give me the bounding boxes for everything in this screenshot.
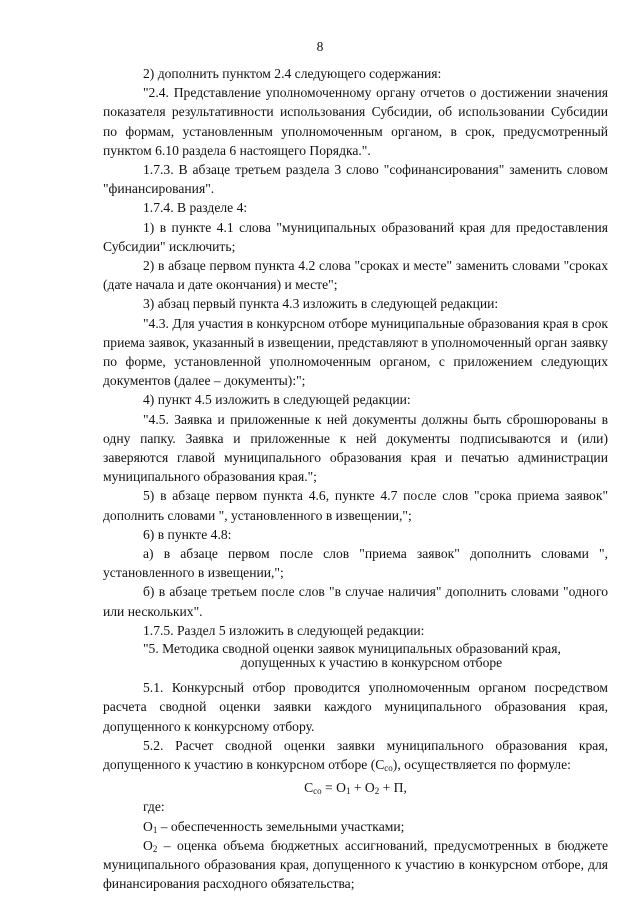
formula-plus-1: + О bbox=[350, 780, 375, 796]
paragraph-5-2-text-end: ), осуществляется по формуле: bbox=[392, 756, 571, 772]
definition-o1-symbol: О bbox=[143, 818, 153, 834]
paragraph-sub-2: 2) в абзаце первом пункта 4.2 слова "сроках и месте" заменить словами "сроках (дате начала и дате окончания) и месте"; bbox=[103, 258, 608, 293]
definition-o2 bbox=[103, 836, 608, 894]
paragraph-item-2: 2) дополнить пунктом 2.4 следующего содержания: bbox=[143, 66, 442, 81]
section-5-heading-line-1: "5. Методика сводной оценки заявок муниципальных образований края, bbox=[143, 641, 561, 657]
formula-eq: = О bbox=[321, 780, 346, 796]
paragraph-sub-5: 5) в абзаце первом пункта 4.6, пункте 4.7 после слов "срока приема заявок" дополнить словами ", установленного в извещении,"; bbox=[103, 488, 608, 523]
formula-plus-2: + П, bbox=[379, 780, 407, 796]
paragraph-5-2-subscript: со bbox=[384, 762, 393, 773]
definition-o2-subscript: 2 bbox=[152, 843, 158, 854]
paragraph-sub-b: б) в абзаце третьем после слов "в случае наличия" дополнить словами "одного или нескольких". bbox=[103, 584, 608, 619]
paragraph-sub-3: 3) абзац первый пункта 4.3 изложить в следующей редакции: bbox=[143, 296, 499, 312]
formula-c: С bbox=[304, 780, 314, 796]
formula-o1-subscript: 1 bbox=[345, 786, 351, 797]
paragraph-1-7-4: 1.7.4. В разделе 4: bbox=[143, 200, 248, 216]
definition-o1 bbox=[103, 817, 608, 836]
paragraph-5-2 bbox=[103, 736, 608, 774]
paragraph-1-7-5: 1.7.5. Раздел 5 изложить в следующей редакции: bbox=[143, 622, 425, 638]
paragraph-quoted-4-3: "4.3. Для участия в конкурсном отборе муниципальные образования края в срок приема заявок, указанный в извещении, представляют в уполномоченный орган заявку по форме, установленной уполномоченным органом, с приложением следующих документов (далее – документы):"; bbox=[103, 315, 608, 389]
section-5-heading-line-2: допущенных к участию в конкурсном отборе bbox=[240, 655, 503, 671]
paragraph-sub-a: а) в абзаце первом после слов "приема заявок" дополнить словами ", установленного в извещении,"; bbox=[103, 546, 608, 581]
where-label: где: bbox=[143, 799, 165, 815]
page-number: 8 bbox=[316, 39, 324, 54]
definition-o1-subscript: 1 bbox=[152, 824, 158, 835]
paragraph-sub-1: 1) в пункте 4.1 слова "муниципальных образований края для предоставления Субсидии" исключить; bbox=[103, 219, 608, 254]
definition-o2-text: – оценка объема бюджетных ассигнований, предусмотренных в бюджете муниципального образования края, допущенного к участию в конкурсном отборе, для финансирования расходного обязательства; bbox=[103, 837, 608, 892]
paragraph-sub-4: 4) пункт 4.5 изложить в следующей редакции: bbox=[143, 392, 411, 408]
section-5-heading bbox=[103, 642, 608, 670]
document-body bbox=[103, 64, 608, 893]
paragraph-5-1: 5.1. Конкурсный отбор проводится уполномоченным органом посредством расчета сводной оценки заявки каждого муниципального образования края, допущенного к конкурсному отбору. bbox=[103, 680, 608, 734]
formula-o2-subscript: 2 bbox=[374, 786, 380, 797]
formula bbox=[103, 778, 608, 797]
paragraph-5-2-text-start: 5.2. Расчет сводной оценки заявки муниципального образования края, допущенного к участию в конкурсном отборе (С bbox=[103, 737, 608, 772]
paragraph-quoted-4-5: "4.5. Заявка и приложенные к ней документы должны быть сброшюрованы в одну папку. Заявка и приложенные к ней документы подписываются и (или) заверяются главой муниципального образования края и печатью администрации муниципального образования края."; bbox=[103, 411, 608, 485]
definition-o2-symbol: О bbox=[143, 837, 153, 853]
definition-o1-text: – обеспеченность земельными участками; bbox=[157, 818, 405, 834]
paragraph-quoted-2-4: "2.4. Представление уполномоченному органу отчетов о достижении значения показателя результативности использования Субсидии, об использовании Субсидии по формам, установленным уполномоченным органом, в срок, предусмотренный пунктом 6.10 раздела 6 настоящего Порядка.". bbox=[103, 85, 608, 158]
paragraph-1-7-3: 1.7.3. В абзаце третьем раздела 3 слово "софинансирования" заменить словом "финансирования". bbox=[103, 162, 608, 197]
formula-c-subscript: со bbox=[313, 786, 322, 797]
paragraph-sub-6: 6) в пункте 4.8: bbox=[143, 526, 232, 542]
